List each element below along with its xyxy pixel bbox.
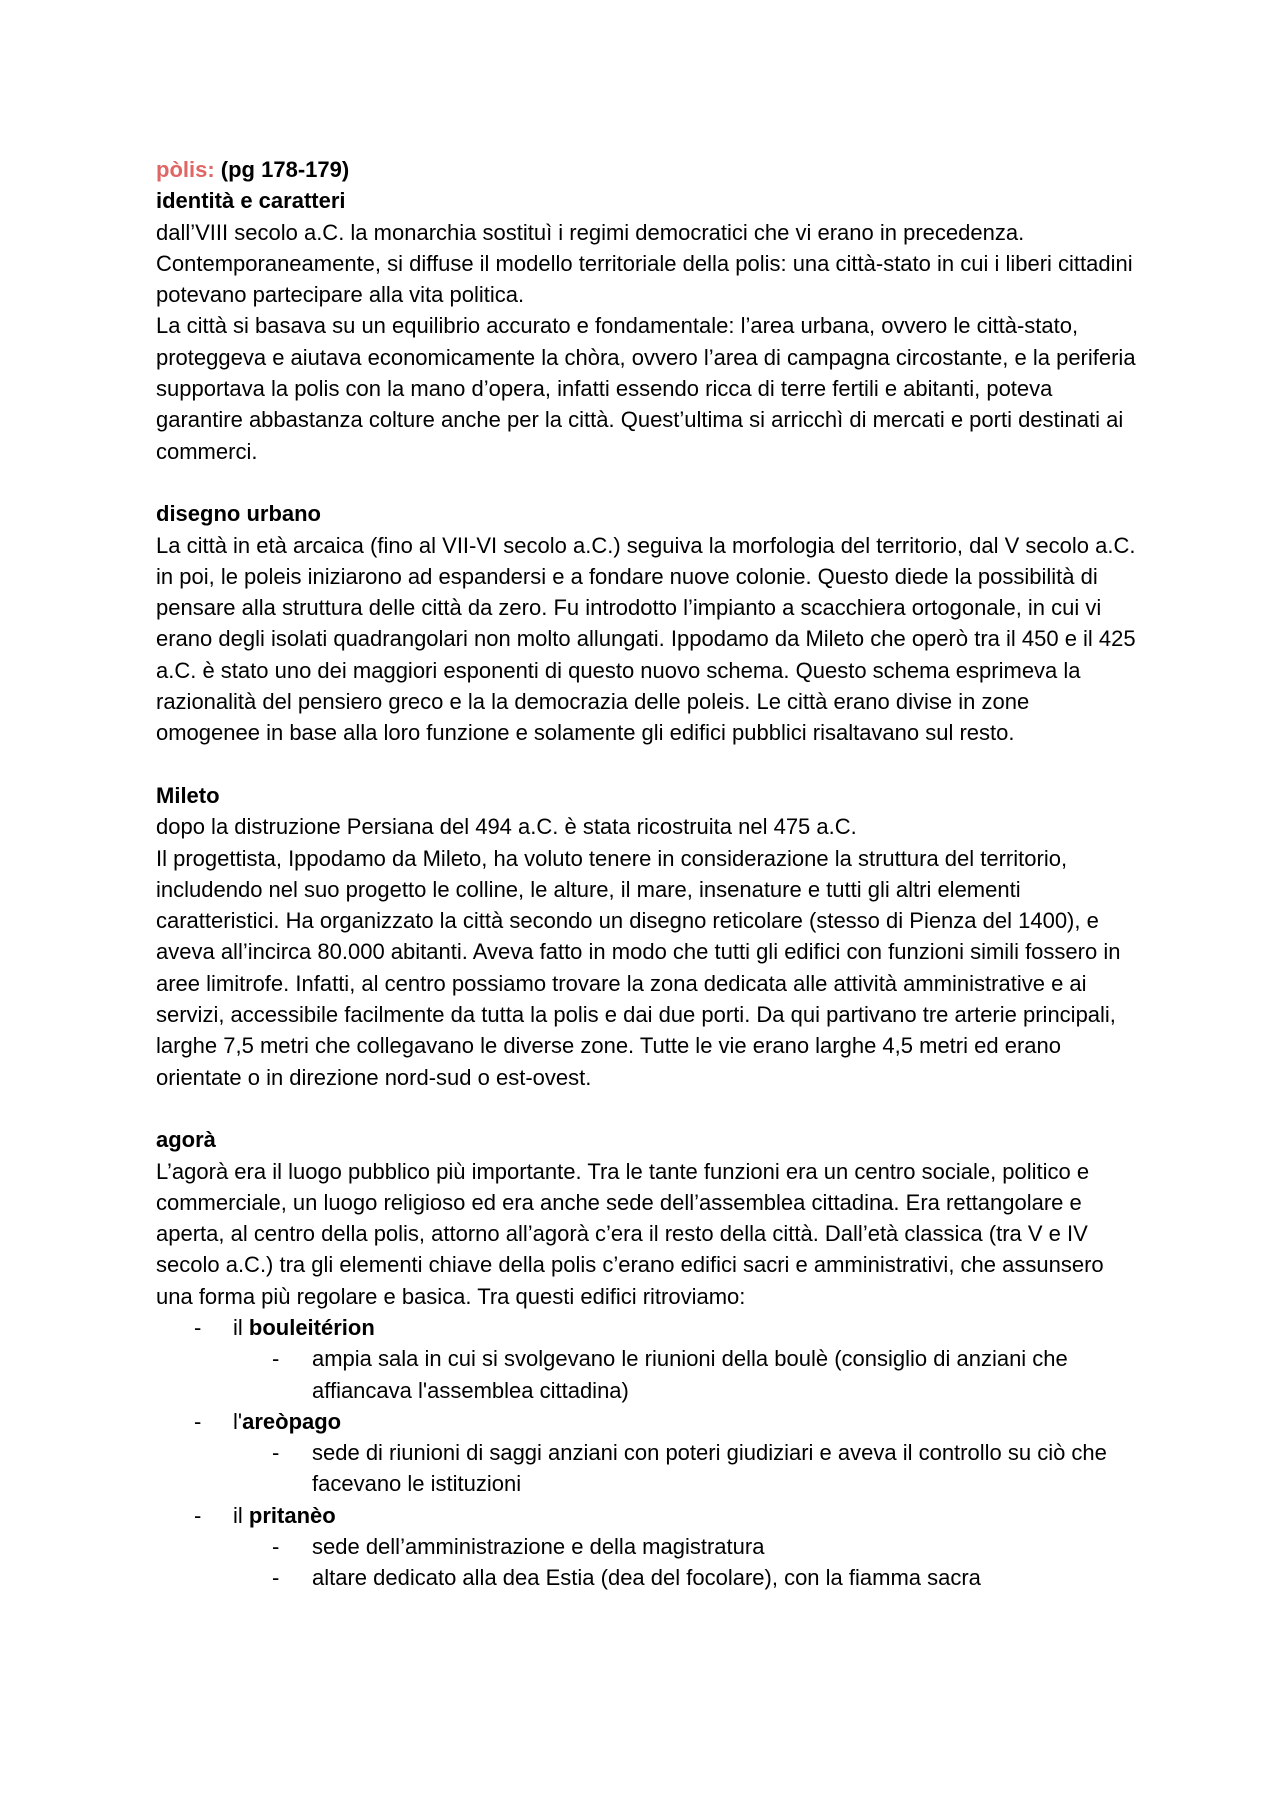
sublist-item-text: ampia sala in cui si svolgevano le riunioni della boulè (consiglio di anziani che affiancava l'assemblea cittadina) [312, 1346, 1068, 1403]
bullet-dash: - [272, 1565, 280, 1591]
section-heading-agora: agorà [156, 1127, 216, 1153]
sublist-item [156, 1531, 1136, 1562]
page-reference: (pg 178-179) [220, 157, 350, 182]
paragraph: Il progettista, Ippodamo da Mileto, ha voluto tenere in considerazione la struttura del territorio, includendo nel suo progetto le colline, le alture, il mare, insenature e tutti gli altri elementi caratteristici. Ha organizzato la città secondo un disegno reticolare (stesso di Pienza del 1400), e aveva all’incirca 80.000 abitanti. Aveva fatto in modo che tutti gli edifici con funzioni simili fossero in aree limitrofe. Infatti, al centro possiamo trovare la zona dedicata alle attività amministrative e ai servizi, accessibile facilmente da tutta la polis e dai due porti. Da qui partivano tre arterie principali, larghe 7,5 metri che collegavano le diverse zone. Tutte le vie erano larghe 4,5 metri ed erano orientate o in direzione nord-sud o est-ovest. [156, 845, 1121, 1090]
paragraph: La città si basava su un equilibrio accurato e fondamentale: l’area urbana, ovvero le città-stato, proteggeva e aiutava economicamente la chòra, ovvero l’area di campagna circostante, e la periferia supportava la polis con la mano d’opera, infatti essendo ricca di terre fertili e abitanti, poteva garantire abbastanza colture anche per la città. Quest’ultima si arricchì di mercati e porti destinati ai commerci. [156, 313, 1136, 464]
spacer [156, 749, 1136, 780]
bullet-dash: - [272, 1534, 280, 1560]
bullet-dash: - [194, 1314, 202, 1340]
section-heading-mileto: Mileto [156, 782, 220, 808]
paragraph: dall’VIII secolo a.C. la monarchia sostituì i regimi democratici che vi erano in precedenza. Contemporaneamente, si diffuse il modello territoriale della polis: una città-stato in cui i liberi cittadini potevano partecipare alla vita politica. [156, 219, 1133, 308]
sublist-item-text: sede di riunioni di saggi anziani con poteri giudiziari e aveva il controllo su ciò che facevano le istituzioni [312, 1440, 1107, 1497]
paragraph: dopo la distruzione Persiana del 494 a.C. è stata ricostruita nel 475 a.C. [156, 814, 857, 840]
sublist-item [156, 1562, 1136, 1593]
paragraph: L’agorà era il luogo pubblico più importante. Tra le tante funzioni era un centro sociale, politico e commerciale, un luogo religioso ed era anche sede dell’assemblea cittadina. Era rettangolare e aperta, al centro della polis, attorno all’agorà c’era il resto della città. Dall’età classica (tra V e IV secolo a.C.) tra gli elementi chiave della polis c’erano edifici sacri e amministrativi, che assunsero una forma più regolare e basica. Tra questi edifici ritroviamo: [156, 1158, 1104, 1309]
item-prefix: il [233, 1502, 249, 1528]
sublist [233, 1531, 1136, 1594]
item-term: bouleitérion [248, 1314, 375, 1340]
bullet-dash: - [272, 1346, 280, 1372]
spacer [156, 467, 1136, 498]
sublist-item-text: sede dell’amministrazione e della magistratura [312, 1534, 765, 1560]
list-item [156, 1500, 1136, 1594]
sublist-item [156, 1437, 1136, 1500]
section-heading-identita: identità e caratteri [156, 188, 346, 214]
item-prefix: l' [233, 1408, 243, 1434]
item-prefix: il [233, 1314, 249, 1340]
paragraph: La città in età arcaica (fino al VII-VI secolo a.C.) seguiva la morfologia del territorio, dal V secolo a.C. in poi, le poleis iniziarono ad espandersi e a fondare nuove colonie. Questo diede la possibilità di pensare alla struttura delle città da zero. Fu introdotto l’impianto a scacchiera ortogonale, in cui vi erano degli isolati quadrangolari non molto allungati. Ippodamo da Mileto che operò tra il 450 e il 425 a.C. è stato uno dei maggiori esponenti di questo nuovo schema. Questo schema esprimeva la razionalità del pensiero greco e la la democrazia delle poleis. Le città erano divise in zone omogenee in base alla loro funzione e solamente gli edifici pubblici risaltavano sul resto. [156, 532, 1136, 746]
item-term: pritanèo [248, 1502, 336, 1528]
list-item [156, 1406, 1136, 1500]
item-term: areòpago [242, 1408, 342, 1434]
bullet-dash: - [272, 1440, 280, 1466]
document-title: pòlis: [156, 157, 215, 182]
bullet-dash: - [194, 1408, 202, 1434]
document-page [156, 154, 1136, 1594]
list-item [156, 1312, 1136, 1406]
spacer [156, 1093, 1136, 1124]
bullet-dash: - [194, 1502, 202, 1528]
sublist-item-text: altare dedicato alla dea Estia (dea del focolare), con la fiamma sacra [312, 1565, 981, 1591]
section-heading-disegno: disegno urbano [156, 501, 321, 527]
document-title-line [156, 154, 1136, 185]
sublist [233, 1437, 1136, 1500]
sublist [233, 1343, 1136, 1406]
sublist-item [156, 1343, 1136, 1406]
buildings-list [156, 1312, 1136, 1594]
